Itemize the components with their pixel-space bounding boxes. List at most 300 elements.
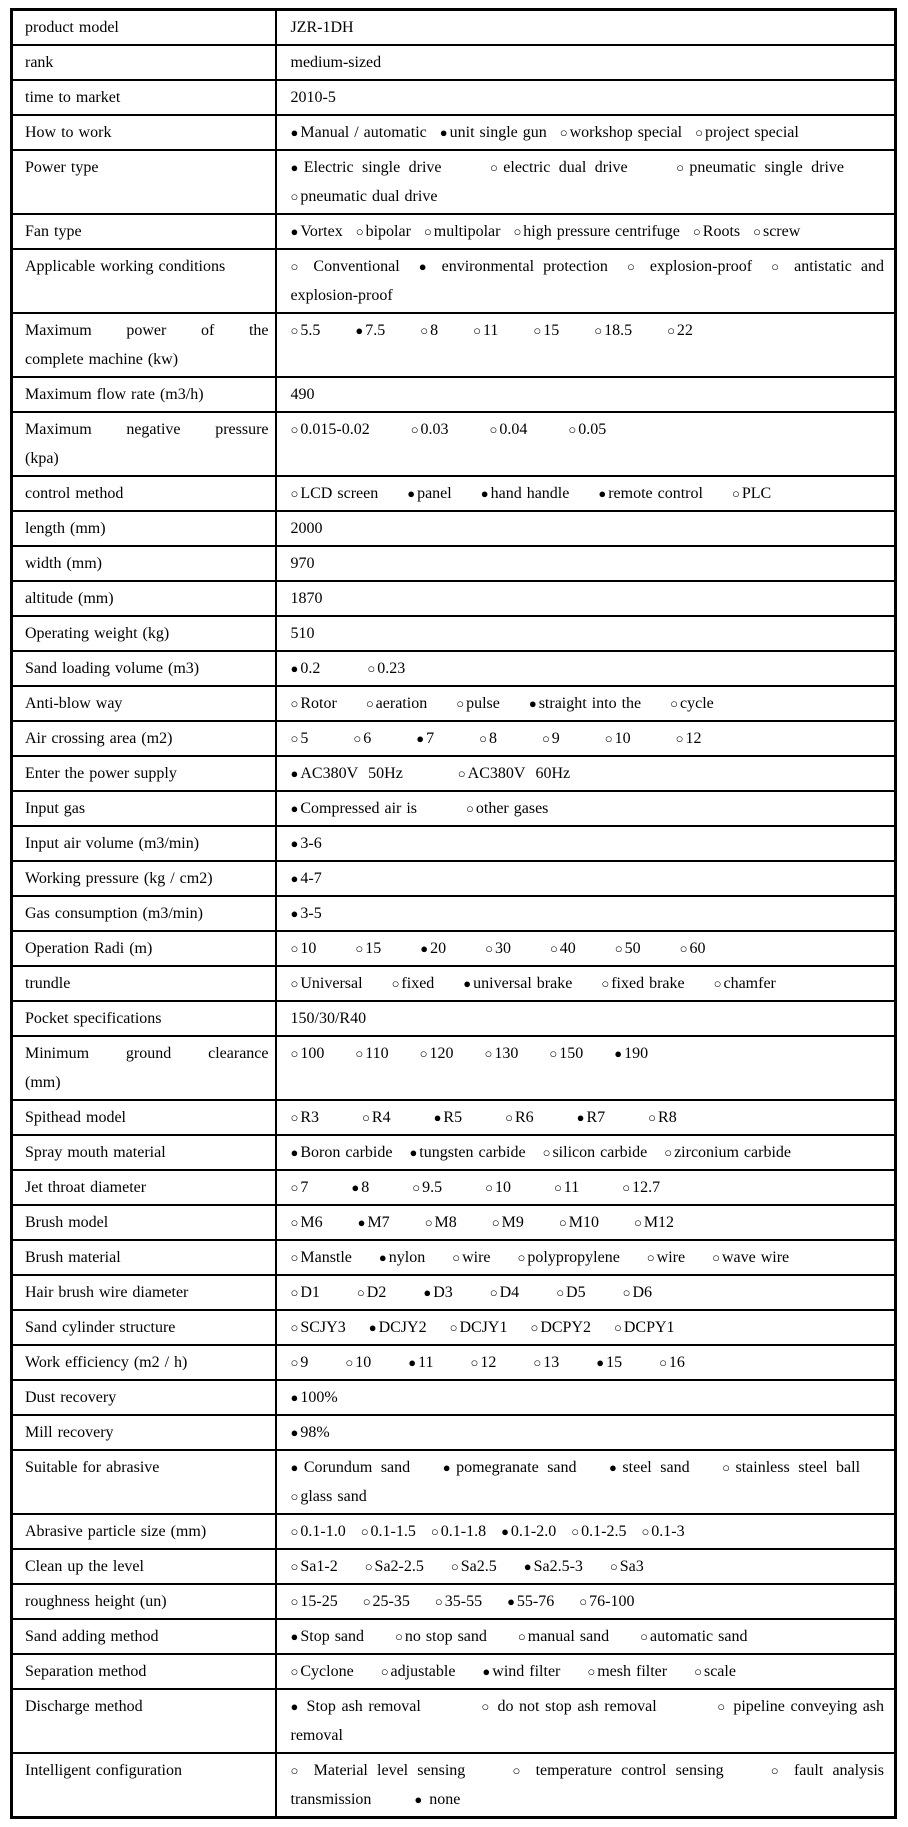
- radio-unselected-icon: ○: [420, 323, 429, 338]
- table-row: [12, 1584, 896, 1619]
- option: [291, 1558, 338, 1575]
- option-label: Conventional: [304, 258, 400, 275]
- radio-selected-icon: ●: [290, 1425, 299, 1440]
- spec-value: [276, 1549, 896, 1584]
- spec-value: [276, 313, 896, 377]
- option: [291, 1459, 411, 1476]
- option-label: 35-55: [444, 1593, 483, 1610]
- radio-unselected-icon: ○: [355, 1046, 364, 1061]
- option: [481, 1698, 656, 1715]
- table-row: [12, 476, 896, 511]
- option: [357, 1284, 386, 1301]
- spec-label-line1: Maximum power of the: [25, 322, 269, 339]
- radio-unselected-icon: ○: [676, 160, 688, 175]
- option-label: 16: [668, 1354, 685, 1371]
- spec-label: Hair brush wire diameter: [12, 1275, 276, 1310]
- radio-unselected-icon: ○: [633, 1215, 642, 1230]
- option: [356, 223, 411, 240]
- option-label: 3-6: [300, 835, 322, 852]
- radio-selected-icon: ●: [290, 836, 299, 851]
- option-label: 20: [430, 940, 447, 957]
- option: [627, 258, 752, 275]
- option: [379, 1249, 425, 1266]
- spec-value: [276, 1275, 896, 1310]
- spec-value: [276, 756, 896, 791]
- spec-value: 2000: [276, 511, 896, 546]
- radio-unselected-icon: ○: [517, 1629, 526, 1644]
- option-label: 98%: [300, 1424, 330, 1441]
- radio-unselected-icon: ○: [667, 323, 675, 338]
- option-label: 5.5: [300, 322, 321, 339]
- radio-unselected-icon: ○: [648, 1110, 657, 1125]
- option-label: 10: [355, 1354, 372, 1371]
- option: [414, 1791, 460, 1808]
- spec-label: Operating weight (kg): [12, 616, 276, 651]
- option-label: aeration: [375, 695, 428, 712]
- option: [351, 1179, 369, 1196]
- option-label: tungsten carbide: [419, 1144, 526, 1161]
- option: [366, 695, 427, 712]
- table-row: [12, 1549, 896, 1584]
- option: [291, 905, 322, 922]
- table-row: [12, 616, 896, 651]
- option: [524, 1558, 583, 1575]
- option: [409, 1144, 525, 1161]
- spec-label: Anti-blow way: [12, 686, 276, 721]
- radio-unselected-icon: ○: [541, 731, 550, 746]
- radio-unselected-icon: ○: [290, 486, 299, 501]
- spec-label: roughness height (un): [12, 1584, 276, 1619]
- table-row: [12, 1450, 896, 1514]
- radio-unselected-icon: ○: [609, 1559, 618, 1574]
- radio-selected-icon: ●: [290, 125, 299, 140]
- option: [501, 1523, 556, 1540]
- radio-unselected-icon: ○: [290, 1215, 299, 1230]
- radio-unselected-icon: ○: [770, 1763, 783, 1778]
- table-row: [12, 1345, 896, 1380]
- table-row: [12, 1753, 896, 1818]
- option: [291, 1424, 330, 1441]
- spec-label: Sand adding method: [12, 1619, 276, 1654]
- option-label: D5: [566, 1284, 586, 1301]
- spec-value: 970: [276, 546, 896, 581]
- option: [291, 1249, 352, 1266]
- option: [456, 695, 500, 712]
- option: [291, 223, 343, 240]
- spec-value: [276, 1100, 896, 1135]
- table-row: [12, 1689, 896, 1753]
- option: [490, 421, 528, 438]
- radio-selected-icon: ●: [407, 486, 416, 501]
- option: [605, 730, 631, 747]
- option-label: DCPY1: [623, 1319, 675, 1336]
- radio-unselected-icon: ○: [640, 1629, 649, 1644]
- option-label: AC380V 50Hz: [300, 765, 403, 782]
- spec-label: width (mm): [12, 546, 276, 581]
- radio-unselected-icon: ○: [395, 1629, 403, 1644]
- option: [485, 940, 511, 957]
- option: [614, 1045, 648, 1062]
- option: [291, 1354, 309, 1371]
- option: [291, 1628, 365, 1645]
- option: [648, 1109, 677, 1126]
- spec-label: control method: [12, 476, 276, 511]
- option-label: 11: [482, 322, 499, 339]
- option: [481, 485, 570, 502]
- option: [408, 1354, 433, 1371]
- spec-label: Gas consumption (m3/min): [12, 896, 276, 931]
- radio-unselected-icon: ○: [553, 1180, 562, 1195]
- option-label: pomegranate sand: [456, 1459, 577, 1476]
- option: [424, 223, 501, 240]
- spec-label: Intelligent configuration: [12, 1753, 276, 1818]
- spec-value: [276, 1205, 896, 1240]
- radio-selected-icon: ●: [463, 976, 472, 991]
- option: [291, 1179, 309, 1196]
- option: [363, 1593, 410, 1610]
- spec-label: Separation method: [12, 1654, 276, 1689]
- spec-value: [276, 791, 896, 826]
- radio-unselected-icon: ○: [290, 731, 299, 746]
- radio-unselected-icon: ○: [485, 941, 493, 956]
- radio-selected-icon: ●: [596, 1355, 605, 1370]
- table-row: [12, 313, 896, 377]
- option-label: 25-35: [372, 1593, 410, 1610]
- table-row: [12, 1100, 896, 1135]
- option-label: 10: [614, 730, 631, 747]
- spec-label: Dust recovery: [12, 1380, 276, 1415]
- radio-unselected-icon: ○: [505, 1110, 513, 1125]
- option: [596, 1354, 622, 1371]
- option-label: nylon: [388, 1249, 426, 1266]
- spec-value: [276, 1753, 896, 1818]
- radio-unselected-icon: ○: [449, 1320, 458, 1335]
- spec-value: 490: [276, 377, 896, 412]
- radio-unselected-icon: ○: [355, 941, 364, 956]
- option-label: silicon carbide: [552, 1144, 648, 1161]
- option: [463, 975, 572, 992]
- option: [549, 1045, 583, 1062]
- option: [411, 421, 449, 438]
- option-label: M7: [367, 1214, 390, 1231]
- option: [291, 870, 322, 887]
- option-label: pneumatic single drive: [689, 159, 845, 176]
- option-label: Compressed air is: [300, 800, 418, 817]
- spec-value: [276, 1584, 896, 1619]
- spec-label-line2: complete machine (kw): [25, 351, 179, 368]
- radio-selected-icon: ●: [290, 1145, 299, 1160]
- radio-unselected-icon: ○: [380, 1664, 389, 1679]
- option-label: Corundum sand: [303, 1459, 411, 1476]
- option: [291, 1214, 323, 1231]
- option-label: Boron carbide: [300, 1144, 393, 1161]
- option: [513, 223, 679, 240]
- radio-unselected-icon: ○: [731, 486, 740, 501]
- radio-selected-icon: ●: [351, 1180, 360, 1195]
- option: [482, 1663, 560, 1680]
- radio-selected-icon: ●: [290, 1390, 299, 1405]
- option-label: DCJY2: [378, 1319, 427, 1336]
- radio-unselected-icon: ○: [456, 696, 465, 711]
- option-label: 0.04: [499, 421, 528, 438]
- option-label: M6: [300, 1214, 323, 1231]
- option: [291, 765, 403, 782]
- option: [353, 730, 371, 747]
- radio-unselected-icon: ○: [360, 1524, 369, 1539]
- option-label: 7.5: [365, 322, 386, 339]
- radio-selected-icon: ●: [290, 766, 299, 781]
- spec-table: [10, 8, 897, 1819]
- option-label: 55-76: [516, 1593, 555, 1610]
- option: [615, 940, 641, 957]
- option-label: adjustable: [390, 1663, 456, 1680]
- option-label: Material level sensing: [304, 1762, 466, 1779]
- radio-unselected-icon: ○: [290, 259, 303, 274]
- option-label: M10: [568, 1214, 599, 1231]
- radio-unselected-icon: ○: [481, 1699, 490, 1714]
- option: [587, 1663, 667, 1680]
- spec-value: [276, 1619, 896, 1654]
- radio-unselected-icon: ○: [579, 1594, 588, 1609]
- option: [291, 800, 418, 817]
- option: [542, 730, 560, 747]
- option: [577, 1109, 606, 1126]
- option-label: glass sand: [300, 1488, 367, 1505]
- option: [355, 322, 385, 339]
- option-label: M12: [643, 1214, 675, 1231]
- table-row: [12, 1654, 896, 1689]
- option-label: 100: [300, 1045, 325, 1062]
- radio-selected-icon: ●: [414, 1792, 423, 1807]
- option-label: D6: [632, 1284, 653, 1301]
- option: [291, 421, 370, 438]
- option: [579, 1593, 634, 1610]
- radio-unselected-icon: ○: [717, 1699, 726, 1714]
- spec-value: medium-sized: [276, 45, 896, 80]
- option-label: chamfer: [723, 975, 776, 992]
- radio-selected-icon: ●: [420, 941, 429, 956]
- radio-selected-icon: ●: [290, 160, 302, 175]
- option: [543, 1144, 648, 1161]
- option-label: 10: [494, 1179, 511, 1196]
- option-label: 9: [300, 1354, 309, 1371]
- spec-label: [12, 1036, 276, 1100]
- table-row: [12, 931, 896, 966]
- option-label: no stop sand: [404, 1628, 487, 1645]
- option-label: wire: [656, 1249, 686, 1266]
- radio-selected-icon: ●: [290, 871, 299, 886]
- radio-unselected-icon: ○: [290, 1524, 299, 1539]
- option-label: 120: [429, 1045, 454, 1062]
- option-label: 18.5: [604, 322, 633, 339]
- spec-value: 2010-5: [276, 80, 896, 115]
- option: [670, 695, 714, 712]
- option: [680, 940, 706, 957]
- radio-selected-icon: ●: [482, 1664, 491, 1679]
- option-label: 110: [365, 1045, 389, 1062]
- radio-unselected-icon: ○: [290, 1664, 299, 1679]
- table-row: [12, 1001, 896, 1036]
- radio-unselected-icon: ○: [290, 696, 299, 711]
- radio-selected-icon: ●: [409, 1145, 418, 1160]
- option: [676, 159, 844, 176]
- radio-selected-icon: ●: [507, 1594, 515, 1609]
- radio-selected-icon: ●: [408, 1355, 417, 1370]
- spec-label: Sand cylinder structure: [12, 1310, 276, 1345]
- spec-value: 510: [276, 616, 896, 651]
- option: [556, 1284, 585, 1301]
- radio-unselected-icon: ○: [549, 941, 558, 956]
- option-label: scale: [703, 1663, 736, 1680]
- option-label: 30: [494, 940, 511, 957]
- option: [659, 1354, 685, 1371]
- option-label: DCJY1: [459, 1319, 508, 1336]
- table-row: [12, 861, 896, 896]
- option: [533, 322, 559, 339]
- option: [291, 1762, 466, 1779]
- radio-unselected-icon: ○: [367, 661, 376, 676]
- spec-value: 1870: [276, 581, 896, 616]
- option-label: 40: [559, 940, 576, 957]
- option: [732, 485, 771, 502]
- option-label: 0.015-0.02: [300, 421, 370, 438]
- option-label: Electric single drive: [303, 159, 442, 176]
- option: [423, 1284, 452, 1301]
- option-label: workshop special: [569, 124, 683, 141]
- radio-selected-icon: ●: [290, 1699, 299, 1714]
- option-label: 5: [300, 730, 309, 747]
- option-label: temperature control sensing: [526, 1762, 724, 1779]
- option-label: 0.2: [300, 660, 321, 677]
- option-label: 0.05: [578, 421, 607, 438]
- option-label: 150: [559, 1045, 584, 1062]
- table-row: [12, 1415, 896, 1450]
- spec-label: rank: [12, 45, 276, 80]
- option-label: Cyclone: [300, 1663, 354, 1680]
- option: [345, 1354, 371, 1371]
- option: [518, 1628, 609, 1645]
- radio-unselected-icon: ○: [614, 1320, 622, 1335]
- radio-unselected-icon: ○: [626, 259, 639, 274]
- option-label: 12: [480, 1354, 497, 1371]
- radio-unselected-icon: ○: [466, 801, 474, 816]
- option-label: 7: [426, 730, 435, 747]
- option-label: 6: [363, 730, 372, 747]
- option: [568, 421, 606, 438]
- option: [291, 975, 363, 992]
- option-label: 0.1-1.0: [300, 1523, 346, 1540]
- table-row: [12, 1036, 896, 1100]
- radio-unselected-icon: ○: [290, 1046, 299, 1061]
- option-label: Sa2.5: [460, 1558, 497, 1575]
- spec-value: [276, 686, 896, 721]
- option-label: D4: [499, 1284, 520, 1301]
- radio-unselected-icon: ○: [290, 189, 299, 204]
- radio-selected-icon: ●: [418, 259, 431, 274]
- spec-label: Abrasive particle size (mm): [12, 1514, 276, 1549]
- option: [291, 940, 317, 957]
- spec-value: [276, 1310, 896, 1345]
- option-label: 9: [551, 730, 560, 747]
- table-row: [12, 1240, 896, 1275]
- option-label: DCPY2: [540, 1319, 592, 1336]
- option-label: M8: [434, 1214, 457, 1231]
- option: [609, 1459, 690, 1476]
- spec-value: 150/30/R40: [276, 1001, 896, 1036]
- table-row: [12, 546, 896, 581]
- option: [485, 1179, 511, 1196]
- radio-selected-icon: ●: [368, 1320, 377, 1335]
- option: [420, 940, 446, 957]
- radio-unselected-icon: ○: [479, 731, 487, 746]
- radio-unselected-icon: ○: [533, 323, 542, 338]
- radio-selected-icon: ●: [357, 1215, 366, 1230]
- radio-unselected-icon: ○: [290, 1355, 299, 1370]
- spec-label: Working pressure (kg / cm2): [12, 861, 276, 896]
- radio-unselected-icon: ○: [530, 1320, 539, 1335]
- spec-label: Fan type: [12, 214, 276, 249]
- radio-unselected-icon: ○: [290, 422, 299, 437]
- option-label: 190: [624, 1045, 649, 1062]
- option: [355, 1045, 388, 1062]
- table-row: [12, 756, 896, 791]
- option: [676, 730, 702, 747]
- spec-label: Brush model: [12, 1205, 276, 1240]
- option: [291, 1523, 346, 1540]
- radio-unselected-icon: ○: [345, 1355, 354, 1370]
- option: [466, 800, 548, 817]
- option-label: pulse: [466, 695, 500, 712]
- spec-value: [276, 651, 896, 686]
- spec-label: Power type: [12, 150, 276, 214]
- radio-unselected-icon: ○: [452, 1250, 461, 1265]
- option: [291, 1593, 338, 1610]
- option: [291, 695, 337, 712]
- option-label: stainless steel ball: [735, 1459, 861, 1476]
- option: [492, 1214, 524, 1231]
- option-label: explosion-proof: [640, 258, 753, 275]
- option-label: none: [424, 1791, 461, 1808]
- table-row: [12, 511, 896, 546]
- option-label: 22: [676, 322, 693, 339]
- option: [291, 1284, 320, 1301]
- option-label: 4-7: [300, 870, 322, 887]
- option: [291, 1144, 393, 1161]
- option-label: 8: [488, 730, 497, 747]
- option-label: 0.23: [377, 660, 406, 677]
- radio-unselected-icon: ○: [457, 766, 466, 781]
- spec-label: Spray mouth material: [12, 1135, 276, 1170]
- spec-label: Enter the power supply: [12, 756, 276, 791]
- table-row: [12, 826, 896, 861]
- option-label: other gases: [475, 800, 549, 817]
- table-row: [12, 1275, 896, 1310]
- radio-unselected-icon: ○: [362, 1110, 370, 1125]
- option-label: R6: [514, 1109, 534, 1126]
- option-label: 11: [563, 1179, 580, 1196]
- spec-label: Spithead model: [12, 1100, 276, 1135]
- option: [473, 322, 498, 339]
- radio-unselected-icon: ○: [430, 1524, 439, 1539]
- radio-unselected-icon: ○: [364, 1559, 373, 1574]
- option: [647, 1249, 685, 1266]
- option-label: mesh filter: [597, 1663, 668, 1680]
- table-row: [12, 581, 896, 616]
- option: [425, 1214, 457, 1231]
- spec-label: altitude (mm): [12, 581, 276, 616]
- spec-label-line1: Maximum negative pressure: [25, 421, 269, 438]
- option: [291, 835, 322, 852]
